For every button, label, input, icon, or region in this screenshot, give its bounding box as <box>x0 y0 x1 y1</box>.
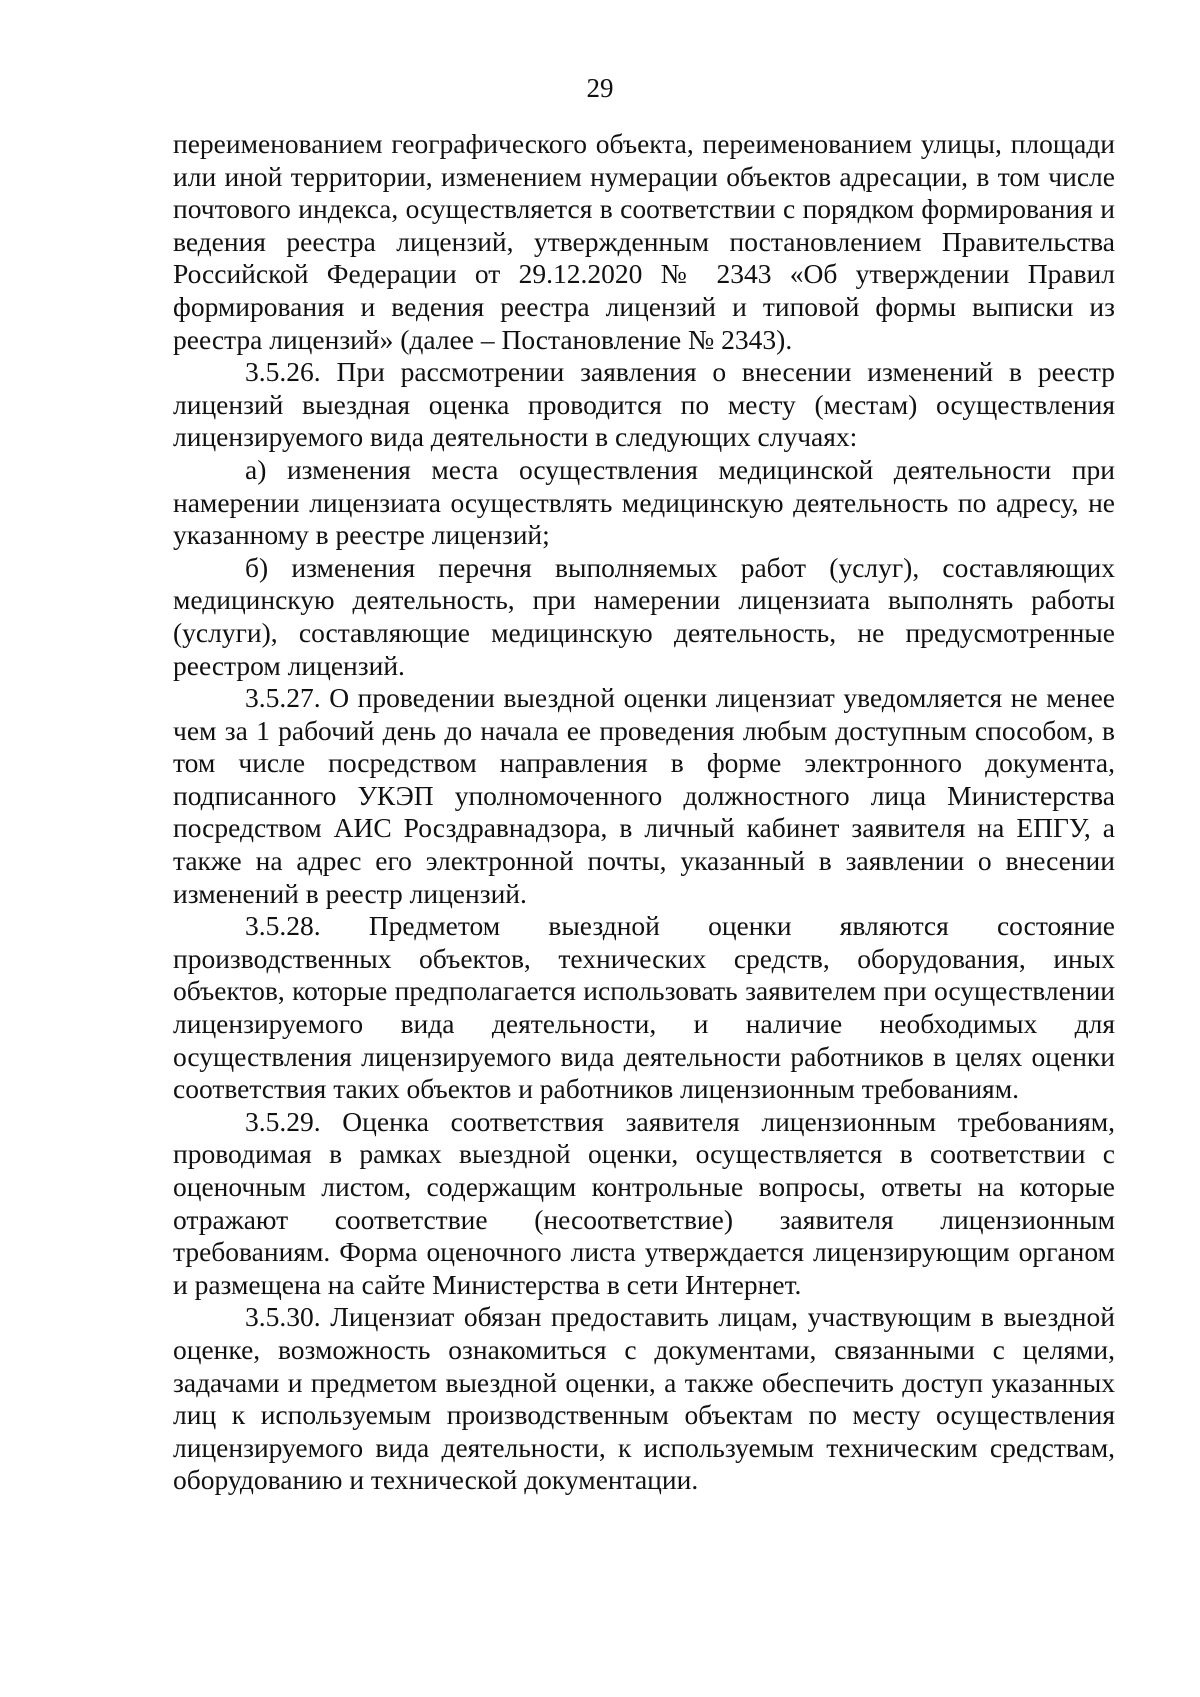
paragraph-3-5-27: 3.5.27. О проведении выездной оценки лицензиат уведомляется не менее чем за 1 рабочий день до начала ее проведения любым доступным способом, в том числе посредством направления в форме электронного документа, подписанного УКЭП уполномоченного должностного лица Министерства посредством АИС Росздравнадзора, в личный кабинет заявителя на ЕПГУ, а также на адрес его электронной почты, указанный в заявлении о внесении изменений в реестр лицензий. <box>173 682 1115 909</box>
paragraph-3-5-30: 3.5.30. Лицензиат обязан предоставить лицам, участвующим в выездной оценке, возможность ознакомиться с документами, связанными с целями, задачами и предметом выездной оценки, а также обеспечить доступ указанных лиц к используемым производственным объектам по месту осуществления лицензируемого вида деятельности, к используемым техническим средствам, оборудованию и технической документации. <box>173 1301 1115 1496</box>
paragraph-3-5-29: 3.5.29. Оценка соответствия заявителя лицензионным требованиям, проводимая в рамках выездной оценки, осуществляется в соответствии с оценочным листом, содержащим контрольные вопросы, ответы на которые отражают соответствие (несоответствие) заявителя лицензионным требованиям. Форма оценочного листа утверждается лицензирующим органом и размещена на сайте Министерства в сети Интернет. <box>173 1105 1115 1300</box>
paragraph-3-5-26: 3.5.26. При рассмотрении заявления о внесении изменений в реестр лицензий выездная оценка проводится по месту (местам) осуществления лицензируемого вида деятельности в следующих случаях: <box>173 356 1115 453</box>
paragraph-item-b: б) изменения перечня выполняемых работ (услуг), составляющих медицинскую деятельность, при намерении лицензиата выполнять работы (услуги), составляющие медицинскую деятельность, не предусмотренные реестром лицензий. <box>173 551 1115 681</box>
document-body <box>173 128 1115 1497</box>
paragraph-item-a: а) изменения места осуществления медицинской деятельности при намерении лицензиата осуществлять медицинскую деятельность по адресу, не указанному в реестре лицензий; <box>173 453 1115 551</box>
paragraph-continuation: переименованием географического объекта, переименованием улицы, площади или иной территории, изменением нумерации объектов адресации, в том числе почтового индекса, осуществляется в соответствии с порядком формирования и ведения реестра лицензий, утвержденным постановлением Правительства Российской Федерации от 29.12.2020 № 2343 «Об утверждении Правил формирования и ведения реестра лицензий и типовой формы выписки из реестра лицензий» (далее – Постановление № 2343). <box>173 128 1115 355</box>
paragraph-3-5-28: 3.5.28. Предметом выездной оценки являются состояние производственных объектов, технических средств, оборудования, иных объектов, которые предполагается использовать заявителем при осуществлении лицензируемого вида деятельности, и наличие необходимых для осуществления лицензируемого вида деятельности работников в целях оценки соответствия таких объектов и работников лицензионным требованиям. <box>173 910 1115 1105</box>
page-number: 29 <box>586 73 614 103</box>
